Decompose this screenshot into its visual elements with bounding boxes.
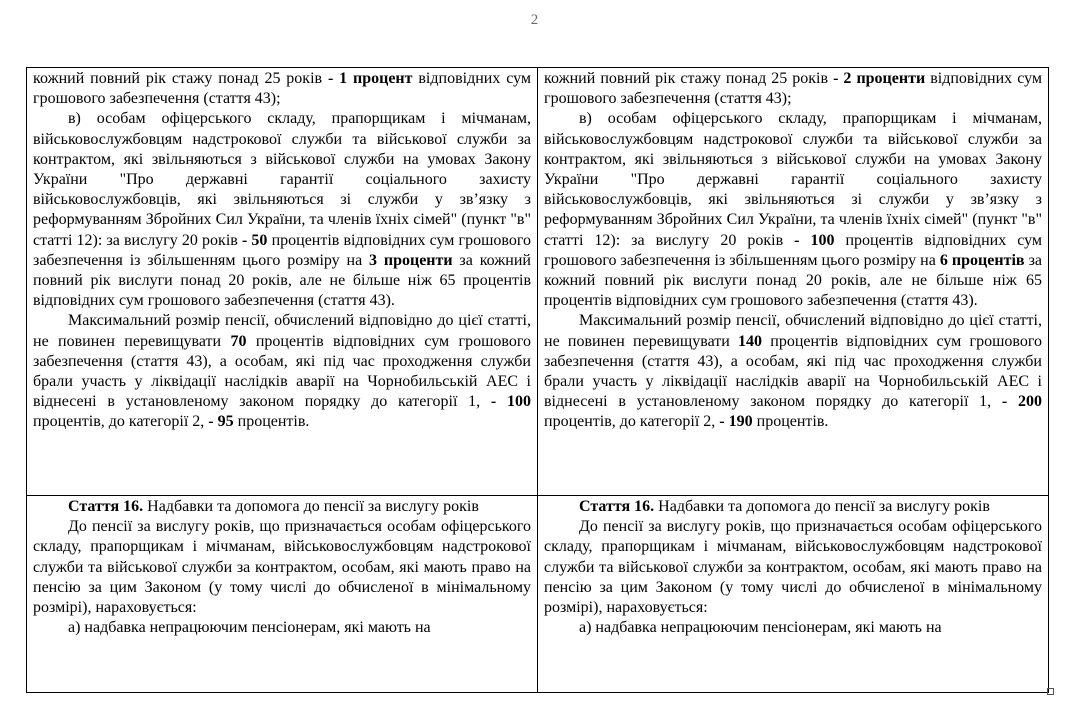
left-p3-bold-2: - 100 (490, 393, 532, 411)
left-article-heading (33, 497, 531, 517)
right-cell-article-16 (538, 496, 1049, 693)
right-p3-bold: 140 (738, 332, 763, 350)
left-max-pension-paragraph (33, 311, 531, 432)
left-p3-bold-3: - 95 (208, 413, 234, 431)
right-p3-text: Максимальний розмір пенсії, обчислений відповідно до цієї статті, не повинен перевищувати (544, 312, 1042, 350)
table-row (27, 68, 1049, 496)
right-p3-bold-3: - 190 (719, 413, 753, 431)
right-article-heading (544, 497, 1042, 517)
left-p3-text: Максимальний розмір пенсії, обчислений відповідно до цієї статті, не повинен перевищувати (33, 312, 531, 350)
right-p3-text-3: процентів, до категорії 2, (544, 413, 720, 431)
table-row (27, 496, 1049, 693)
left-p2-bold: - 50 (237, 231, 268, 249)
right-article-number: Стаття 16. (579, 498, 655, 515)
left-article-title: Надбавки та допомога до пенсії за вислугу років (143, 498, 479, 515)
left-p3-text-2: процентів відповідних сум грошового забезпечення (стаття 43), а особам, які під час проходження служби брали участь у ліквідації наслідків аварії на Чорнобильській АЕС і віднесені в установленому законом порядку до категорії 1, (33, 332, 532, 411)
left-p1-text: кожний повний рік стажу понад 25 років (33, 70, 323, 87)
right-p1-text-2: відповідних сум грошового забезпечення (стаття 43); (544, 70, 1043, 108)
left-p1-bold: - 1 процент (322, 70, 413, 87)
right-item-v-paragraph (544, 109, 1042, 311)
right-p2-text: в) особам офіцерського складу, прапорщикам і мічманам, військовослужбовцям надстрокової служби та військової служби за контрактом, які звільняються з військової служби на умовах Закону України "Про державні гарантії соціального захисту військовослужбовців, які звільняються зі служби у зв’язку з реформуванням Збройних Сил України, та членів їхніх сімей" (пункт "в" статті 12): за вислугу 20 років (544, 110, 1042, 249)
right-p2-text-3: за кожний повний рік вислуги понад 20 років, але не більше ніж 65 процентів відповідних сум грошового забезпечення (стаття 43). (544, 251, 1043, 310)
left-p3-text-3: процентів, до категорії 2, (33, 413, 209, 431)
right-p2-bold: - 100 (783, 231, 835, 249)
page-number: 2 (530, 12, 539, 28)
left-p3-bold: 70 (230, 332, 247, 350)
right-p3-bold-2: - 200 (1001, 393, 1043, 411)
left-p2-bold-2: 3 проценти (369, 251, 453, 269)
left-article-paragraph: До пенсії за вислугу років, що призначається особам офіцерського складу, прапорщикам і мічманам, військовослужбовцям надстрокової служби та військової служби за контрактом, особам, які мають право на пенсію за цим Законом (у тому числі до обчисленої в мінімальному розмірі), нараховується: (33, 518, 531, 617)
right-p3-text-4: процентів. (752, 413, 829, 431)
left-p1-text-2: відповідних сум грошового забезпечення (стаття 43); (33, 70, 531, 108)
right-article-paragraph: До пенсії за вислугу років, що призначається особам офіцерського складу, прапорщикам і мічманам, військовослужбовцям надстрокової служби та військової служби за контрактом, особам, які мають право на пенсію за цим Законом (у тому числі до обчисленої в мінімальному розмірі), нараховується: (544, 518, 1042, 617)
left-continuation-paragraph (33, 69, 531, 109)
left-cell-current-text (27, 68, 538, 496)
left-item-v-paragraph (33, 109, 531, 311)
right-max-pension-paragraph (544, 311, 1042, 432)
right-p2-text-2: процентів відповідних сум грошового забезпечення із збільшенням цього розміру на (544, 231, 1042, 269)
left-p2-text: в) особам офіцерського складу, прапорщикам і мічманам, військовослужбовцям надстрокової служби та військової служби за контрактом, які звільняються з військової служби на умовах Закону України "Про державні гарантії соціального захисту військовослужбовців, які звільняються зі служби у зв’язку з реформуванням Збройних Сил України, та членів їхніх сімей" (пункт "в" статті 12): за вислугу 20 років (33, 110, 531, 249)
right-continuation-paragraph (544, 69, 1042, 109)
right-item-a-paragraph: а) надбавка непрацюючим пенсіонерам, які мають на (579, 619, 942, 637)
left-item-a-paragraph: а) надбавка непрацюючим пенсіонерам, які мають на (68, 619, 431, 637)
right-article-title: Надбавки та допомога до пенсії за вислугу років (654, 498, 990, 515)
left-p2-text-2: процентів відповідних сум грошового забезпечення із збільшенням цього розміру на (33, 231, 532, 269)
right-p1-text: кожний повний рік стажу понад 25 років (544, 70, 829, 87)
left-p2-text-3: за кожний повний рік вислуги понад 20 років, але не більше ніж 65 процентів відповідних сум грошового забезпечення (стаття 43). (33, 251, 531, 310)
table-resize-handle[interactable] (1047, 688, 1054, 695)
right-p3-text-2: процентів відповідних сум грошового забезпечення (стаття 43), а особам, які під час проходження служби брали участь у ліквідації наслідків аварії на Чорнобильській АЕС і віднесені в установленому законом порядку до категорії 1, (544, 332, 1043, 411)
left-cell-article-16 (27, 496, 538, 693)
right-p1-bold: - 2 проценти (828, 70, 926, 87)
right-p2-bold-2: 6 процентів (939, 251, 1025, 269)
right-cell-proposed-text (538, 68, 1049, 496)
comparison-table (26, 67, 1049, 693)
left-p3-text-4: процентів. (233, 413, 310, 431)
left-article-number: Стаття 16. (68, 498, 144, 515)
